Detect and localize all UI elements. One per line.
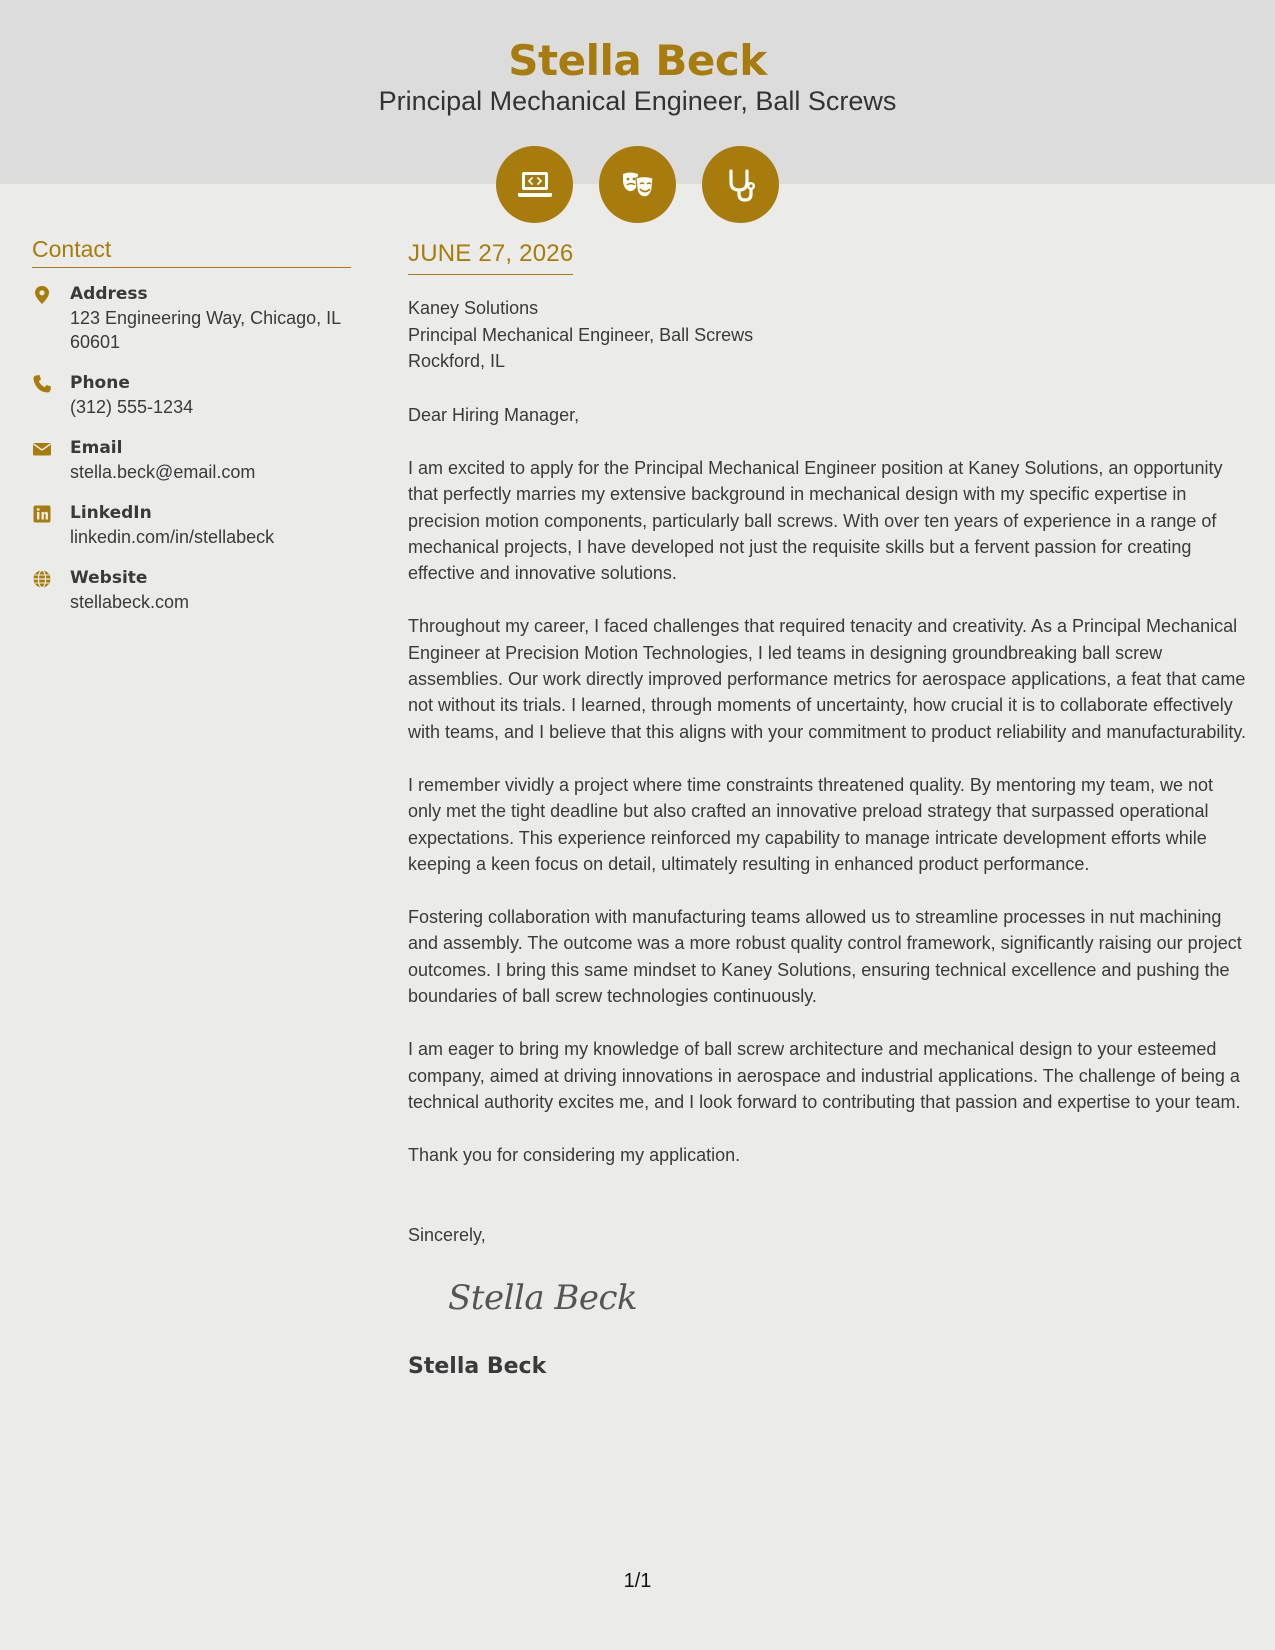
paragraph-5: I am eager to bring my knowledge of ball screw architecture and mechanical design to your esteemed company, aimed at driving innovations in aerospace and industrial applications. The challenge of being a technical authority excites me, and I look forward to contributing that passion and expertise to your team. <box>408 1039 1241 1112</box>
contact-email <box>32 436 351 484</box>
contact-label: LinkedIn <box>70 503 152 523</box>
contact-address <box>32 282 351 354</box>
contact-label: Phone <box>70 373 130 393</box>
recipient-block <box>408 295 1250 375</box>
laptop-code-icon <box>515 165 555 205</box>
phone-value: (312) 555-1234 <box>70 397 194 417</box>
recipient-location: Rockford, IL <box>408 351 506 371</box>
paragraph-1: I am excited to apply for the Principal Mechanical Engineer position at Kaney Solutions, an opportunity that perfectly marries my extensive background in mechanical design with my specific expertise in precision motion components, particularly ball screws. With over ten years of experience in a range of mechanical projects, I have developed not just the requisite skills but a fervent passion for creating effective and innovative solutions. <box>408 458 1223 584</box>
map-pin-icon <box>32 285 52 305</box>
theater-masks-badge <box>599 146 676 223</box>
signer-name: Stella Beck <box>408 1354 547 1380</box>
handwritten-signature: Stella Beck <box>448 1278 638 1319</box>
contact-label: Website <box>70 568 148 588</box>
theater-masks-icon <box>618 165 658 205</box>
contact-label: Email <box>70 438 123 458</box>
contact-heading: Contact <box>32 236 351 268</box>
recipient-position: Principal Mechanical Engineer, Ball Screws <box>408 324 754 345</box>
linkedin-value[interactable]: linkedin.com/in/stellabeck <box>70 527 275 547</box>
linkedin-icon <box>32 504 52 524</box>
envelope-icon <box>32 439 52 459</box>
header <box>0 0 1275 184</box>
paragraph-2: Throughout my career, I faced challenges that required tenacity and creativity. As a Principal Mechanical Engineer at Precision Motion Technologies, I led teams in designing groundbreaking ball screw assemblies. Our work directly improved performance metrics for aerospace applications, a feat that came not without its trials. I learned, through moments of uncertainty, how crucial it is to collaborate effectively with teams, and I believe that this aligns with your commitment to product reliability and manufacturability. <box>408 616 1247 742</box>
letter-date: JUNE 27, 2026 <box>408 240 573 275</box>
email-value[interactable]: stella.beck@email.com <box>70 462 256 482</box>
applicant-headline: Principal Mechanical Engineer, Ball Screws <box>378 86 897 116</box>
contact-sidebar <box>32 236 351 631</box>
page-number: 1/1 <box>623 1570 652 1592</box>
laptop-code-badge <box>496 146 573 223</box>
paragraph-thanks: Thank you for considering my application. <box>408 1145 741 1166</box>
contact-phone <box>32 371 351 419</box>
website-value[interactable]: stellabeck.com <box>70 592 190 612</box>
contact-label: Address <box>70 284 148 304</box>
globe-icon <box>32 569 52 589</box>
applicant-name: Stella Beck <box>508 36 767 85</box>
address-value: 123 Engineering Way, Chicago, IL 60601 <box>70 308 341 352</box>
paragraph-4: Fostering collaboration with manufacturing teams allowed us to streamline processes in nut machining and assembly. The outcome was a more robust quality control framework, significantly raising our project outcomes. I bring this same mindset to Kaney Solutions, ensuring technical excellence and pushing the boundaries of ball screw technologies continuously. <box>408 907 1242 1007</box>
phone-icon <box>32 374 52 394</box>
interest-badges <box>496 146 779 223</box>
stethoscope-badge <box>702 146 779 223</box>
recipient-company: Kaney Solutions <box>408 298 539 318</box>
letter-body <box>408 240 1250 1379</box>
closing: Sincerely, <box>408 1224 486 1245</box>
contact-linkedin <box>32 501 351 549</box>
stethoscope-icon <box>721 165 761 205</box>
salutation: Dear Hiring Manager, <box>408 404 580 425</box>
contact-website <box>32 566 351 614</box>
paragraph-3: I remember vividly a project where time constraints threatened quality. By mentoring my team, we not only met the tight deadline but also crafted an innovative preload strategy that surpassed operational expectations. This experience reinforced my capability to manage intricate development efforts while keeping a keen focus on detail, ultimately resulting in enhanced product performance. <box>408 774 1214 874</box>
